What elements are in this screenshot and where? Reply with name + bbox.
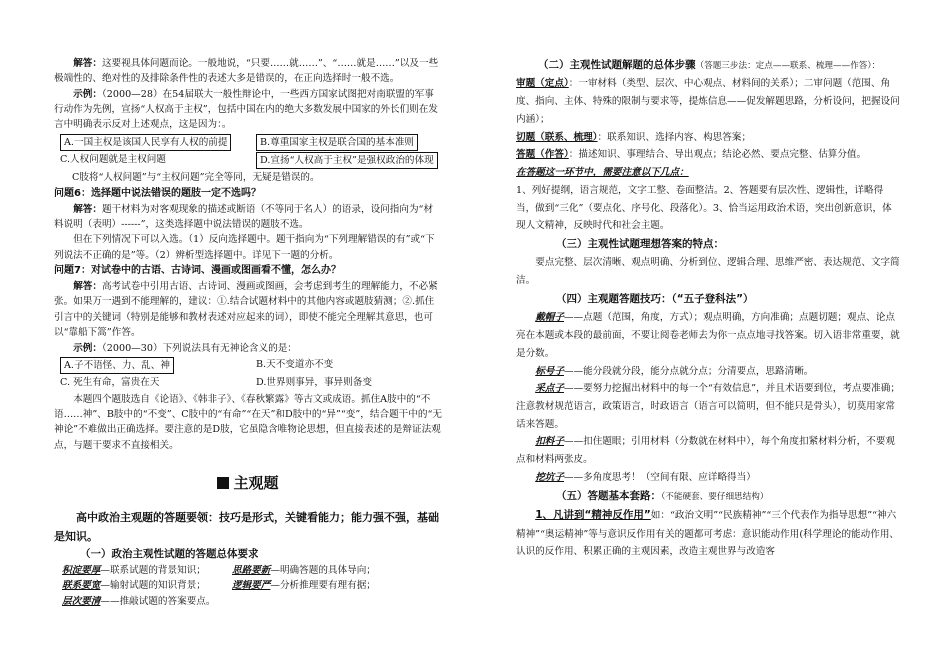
requirement-key: 层次要清 bbox=[62, 595, 101, 607]
answer-text: 题干材料为对客观现象的描述或断语（不等同于名人）的语录，设问指向为“材料说明（表明）------”，这类选择题中说法错误的题肢不选。 bbox=[54, 203, 434, 231]
tip-key: 标号子 bbox=[535, 365, 564, 377]
step-2 bbox=[516, 129, 900, 147]
option-a: A.子不语怪、力、乱、神 bbox=[60, 357, 174, 374]
tip-5 bbox=[516, 469, 900, 487]
tip-key: 扣料子 bbox=[535, 436, 564, 448]
example-label: 示例： bbox=[73, 342, 102, 354]
step-1 bbox=[516, 75, 900, 128]
square-bullet-icon bbox=[217, 477, 229, 489]
tip-text: ——点题（范围，角度，方式）；观点明确，方向准确；点题切题；观点、论点亮在本题或本段的最前面，不要让阅卷老师去为你一点点地寻找答案。切入语非常重要，就是分数。 bbox=[516, 312, 900, 359]
subheading-4: （四）主观题答题技巧：（“五子登科法”） bbox=[556, 292, 754, 305]
subheading-2-note: （答题三步法：定点——联系、梳理——作答）： bbox=[695, 61, 881, 71]
tip-text: ——要努力挖掘出材料中的每一个“有效信息”，并且术语要到位，考点要准确；注意教材规范语言，政策语言，时政语言（语言可以简明，但不能只是骨头），切莫用家常话来答题。 bbox=[516, 383, 900, 430]
question-6-answer-2: 但在下列情况下可以入选。（1）反向选择题中。题干指向为“下列理解错误的有”或“下列说法不正确的是”等。（2）辨析型选择题中。详见下一题的分析。 bbox=[54, 234, 435, 261]
option-c: C. 死生有命，富贵在天 bbox=[60, 377, 160, 389]
example-1 bbox=[54, 87, 442, 133]
tip-text: ——多角度思考！（空间有限、应详略得当） bbox=[563, 471, 756, 483]
example-1-note: C肢将“人权问题”与“主权问题”完全等同，无疑是错误的。 bbox=[72, 172, 320, 184]
step-text: ：联系知识、选择内容、构思答案； bbox=[597, 131, 752, 143]
requirement-key: 逻辑要严 bbox=[232, 580, 271, 592]
tip-4 bbox=[516, 433, 900, 468]
requirements-row-1 bbox=[54, 563, 442, 578]
tip-text: ——扣住题眼；引用材料（分数就在材料中），每个角度扣紧材料分析，不要观点和材料两张皮。 bbox=[516, 436, 895, 466]
answer-label: 解答： bbox=[73, 58, 102, 69]
left-column bbox=[54, 56, 442, 609]
tip-1 bbox=[516, 309, 900, 362]
question-6-answer bbox=[54, 202, 442, 233]
step-key: 在答题这一环节中，需要注意以下几点： bbox=[516, 167, 689, 179]
subheading-5-note: （不能硬套、要仔细思结构） bbox=[661, 491, 769, 502]
example-2-options bbox=[60, 357, 442, 391]
subheading-1: （一）政治主观性试题的答题总体要求 bbox=[80, 548, 259, 561]
example-1-options bbox=[60, 134, 442, 170]
step-text: ：一审材料（类型、层次、中心观点、材料间的关系）；二审问题（范围、角度、指向、主体、特殊的限制与要求等，提炼信息——促发解题思路，分析设问，把握设问内涵）； bbox=[516, 78, 900, 125]
step-text: ：描述知识、事理结合、导出观点；结论必然、要点完整、估算分值。 bbox=[568, 149, 867, 161]
step-4-heading bbox=[516, 164, 900, 182]
answer-label: 解答： bbox=[73, 281, 102, 293]
example-label: 示例： bbox=[73, 88, 102, 100]
option-d: D.世界则事异，事异则备变 bbox=[256, 377, 372, 389]
step-key: 审题（定点） bbox=[516, 78, 569, 90]
tip-3 bbox=[516, 380, 900, 433]
section-title bbox=[54, 471, 442, 495]
example-text: （2000—30）下列说法具有无神论含义的是： bbox=[101, 342, 297, 354]
tip-2 bbox=[516, 363, 900, 381]
step-key: 切题（联系、梳理） bbox=[516, 131, 598, 143]
answer-text: 高考试卷中引用古语、古诗词、漫画或图画，会考虑到考生的理解能力，不必紧张。如果万一遇到不能理解的，建议：①.结合试题材料中的其他内容或题肢猜测；②.抓住引言中的关键词（特别是能够和教材表述对应起来的词），即使不能完全理解其意思，也可以“靠船下篙”作答。 bbox=[54, 281, 438, 339]
right-column bbox=[516, 56, 900, 561]
option-b: B.天不变道亦不变 bbox=[256, 358, 334, 370]
question-6-title: 问题6：选择题中说法错误的题肢一定不选吗？ bbox=[54, 187, 261, 199]
option-d: D.宣扬“人权高于主权”是强权政治的体现 bbox=[256, 152, 438, 169]
answer-label: 解答： bbox=[73, 203, 102, 215]
step-key: 答题（作答） bbox=[516, 149, 569, 161]
requirements-row-2 bbox=[54, 578, 442, 593]
requirement-value: —联系试题的背景知识； bbox=[100, 565, 206, 577]
lead-paragraph: 高中政治主观题的答题要领：技巧是形式，关键看能力；能力强不强，基础是知识。 bbox=[54, 510, 439, 543]
subheading-2 bbox=[516, 56, 900, 75]
answer-paragraph-1 bbox=[54, 56, 442, 87]
requirement-key: 积淀要厚 bbox=[62, 565, 101, 577]
routine-1 bbox=[516, 506, 900, 561]
tip-key: 挖坑子 bbox=[535, 471, 564, 483]
step-3 bbox=[516, 146, 900, 164]
tip-key: 戴帽子 bbox=[535, 312, 564, 324]
option-c: C.人权问题就是主权问题 bbox=[60, 154, 166, 166]
section-title-text: 主观题 bbox=[233, 473, 279, 492]
subheading-5 bbox=[516, 487, 900, 506]
requirements-row-3 bbox=[54, 594, 442, 609]
requirement-value: ——推敲试题的答案要点。 bbox=[100, 595, 216, 607]
step-4-text: 1、列好提纲，语言规范，文字工整、卷面整洁。2、答题要有层次性、逻辑性，详略得当，做到“三化”（要点化、序号化、段落化）。3、恰当运用政治术语，突出创新意识，体现人文精神，反映时代和社会主题。 bbox=[516, 184, 892, 232]
subheading-3-text: 要点完整、层次清晰、观点明确、分析到位、逻辑合理、思维严密、表达规范、文字简洁。 bbox=[516, 257, 900, 287]
routine-text: 如：“政治文明”“民族精神”“三个代表作为指导思想”“神六精神”“奥运精神”等与意识反作用有关的题都可考虑：意识能动作用(科学理论的能动作用、认识的反作用、积累正确的主观因素，改造主观世界与改造客 bbox=[516, 510, 900, 558]
example-2-note: 本题四个题肢选自《论语》、《韩非子》、《春秋繁露》等古文或成语。抓住A肢中的“不语……神”、B肢中的“不变”、C肢中的“有命”“在天”和D肢中的“异”“变”，结合题干中的“无神论”不难做出正确选择。要注意的是D肢，它虽隐含唯物论思想，但直接表述的是辩证法观点，与题干要求不直接相关。 bbox=[54, 393, 442, 451]
question-7-title: 问题7：对试卷中的古语、古诗词、漫画或图画看不懂，怎么办？ bbox=[54, 265, 341, 277]
subheading-3: （三）主观性试题理想答案的特点： bbox=[556, 238, 724, 251]
question-7-answer bbox=[54, 279, 442, 340]
requirement-key: 思路要新 bbox=[232, 565, 271, 577]
example-text: （2000—28）在54届联大一般性辩论中，一些西方国家试图把对南联盟的军事行动作为先例，宣扬“人权高于主权”，包括中国在内的绝大多数发展中国家的外长们则在发言中明确表示反对上述观点，这是因为：。 bbox=[54, 88, 438, 131]
tip-key: 采点子 bbox=[535, 383, 564, 395]
subheading-5-text: （五）答题基本套路： bbox=[556, 489, 661, 502]
requirement-value: —明确答题的具体导向； bbox=[270, 565, 376, 577]
tip-text: ——能分段就分段，能分点就分点；分清要点，思路清晰。 bbox=[563, 365, 814, 377]
requirement-value: —输射试题的知识背景； bbox=[100, 580, 206, 592]
example-2 bbox=[54, 341, 442, 356]
answer-text: 这要视具体问题而论。一般地说，“只要……就……”、“……就是……”以及一些极端性的、绝对性的及排除条件性的表述大多是错误的，在正向选择时一般不选。 bbox=[54, 58, 439, 85]
option-b: B.尊重国家主权是联合国的基本准则 bbox=[256, 134, 418, 151]
requirement-value: —分析推理要有理有据； bbox=[270, 580, 376, 592]
routine-title: 1、凡讲到“精神反作用” bbox=[535, 509, 651, 522]
requirement-key: 联系要宽 bbox=[62, 580, 101, 592]
subheading-2-text: （二）主观性试题解题的总体步骤 bbox=[538, 59, 696, 71]
option-a: A.一国主权是该国人民享有人权的前提 bbox=[60, 134, 231, 151]
